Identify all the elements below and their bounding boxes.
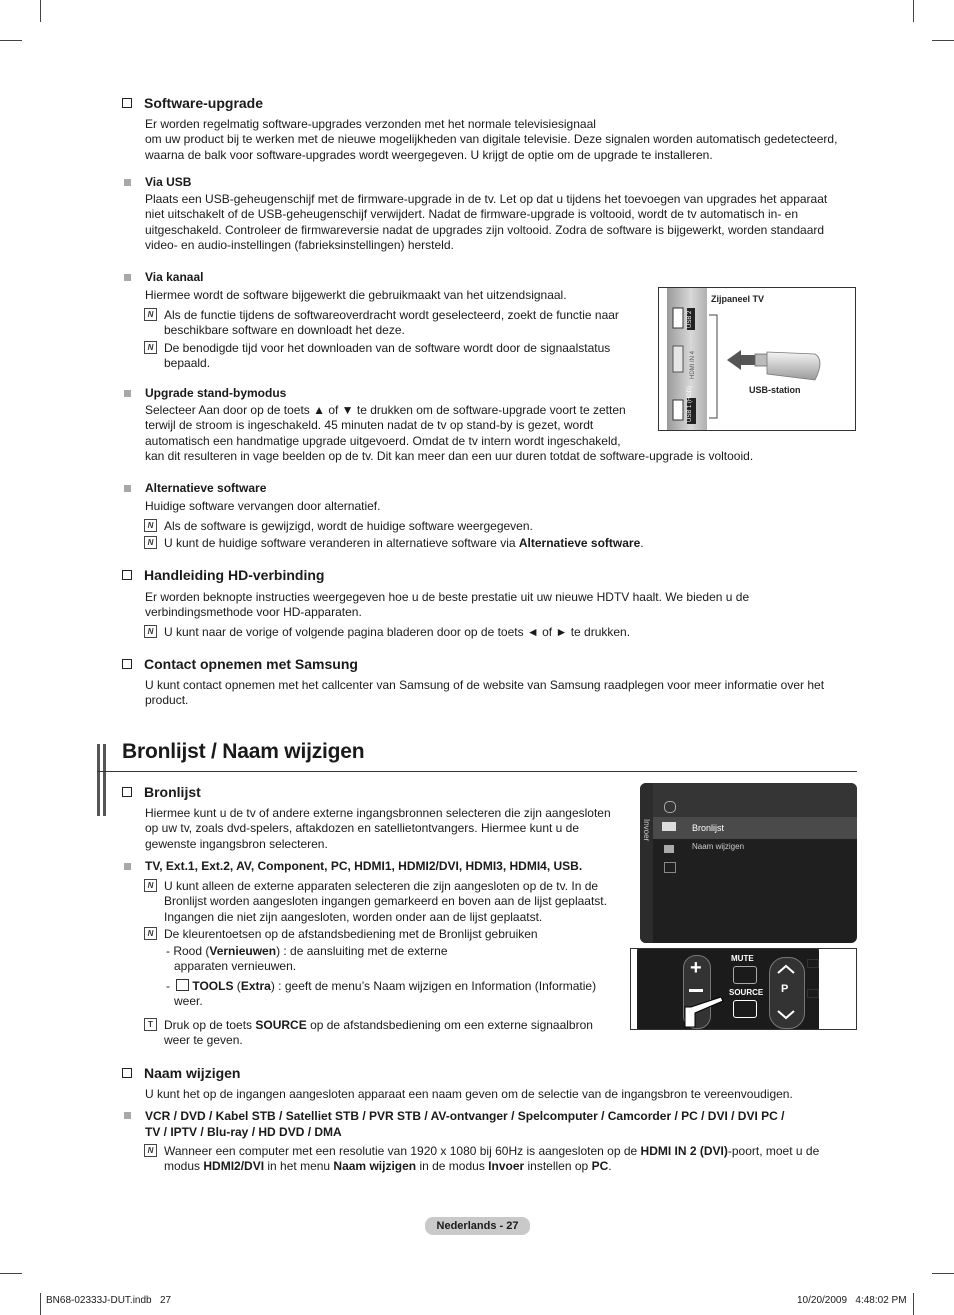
note-icon: N (144, 927, 157, 940)
section-bar (97, 744, 100, 816)
crop-mark (40, 1293, 41, 1315)
mute-button[interactable]: MUTE (731, 954, 754, 963)
bullet-square-icon (124, 863, 131, 870)
naam-wijzigen-note: N Wanneer een computer met een resolutie van 1920 x 1080 bij 60Hz is aangesloten op de HDMI IN 2 (DVI)-poort, moet u de modus HDMI2/DVI in het menu Naam wijzigen in de modus Invoer instellen op PC. (164, 1144, 819, 1175)
via-kanaal-title: Via kanaal (145, 270, 204, 284)
alternative-text: Huidige software vervangen door alternatief. (145, 499, 381, 513)
checkbox-icon (122, 98, 132, 108)
bronlijst-tools-line: - TOOLS (Extra) : geeft de menu’s Naam wijzigen en Information (Informatie) (166, 979, 597, 993)
bullet-square-icon (124, 274, 131, 281)
pointer-arrow-icon (681, 989, 741, 1029)
gear-icon (664, 801, 676, 813)
app-icon (664, 845, 674, 853)
standby-text: Selecteer Aan door op de toets ▲ of ▼ te drukken om de software-upgrade voort te zetten terwijl de stroom is ingeschakeld. 45 minuten nadat de tv op stand-by is gezet, wordt automatisch een handmatige upgrade uitgevoerd. Omdat de tv intern wordt ingeschakeld, kan dit resulteren in vage beelden op de tv. Dit kan meer dan een uur duren totdat de software-upgrade is voltooid. (145, 403, 754, 463)
bronlijst-heading: Bronlijst (122, 784, 201, 800)
mute-icon (733, 966, 757, 984)
port-label: USB 2 (687, 310, 693, 328)
panel-label: Zijpaneel TV (711, 294, 765, 304)
tv-menu-figure (640, 783, 857, 943)
checkbox-icon (122, 570, 132, 580)
menu-header (653, 783, 857, 817)
bronlijst-tools-line-2: weer. (174, 994, 203, 1008)
hd-connection-heading: Handleiding HD-verbinding (122, 567, 324, 583)
section-title: Bronlijst / Naam wijzigen (122, 740, 365, 763)
bullet-square-icon (124, 179, 131, 186)
bronlijst-note-3: T Druk op de toets SOURCE op de afstandsbediening om een externe signaalbron weer te geven. (164, 1018, 593, 1049)
channel-arrows (771, 957, 801, 1027)
checkbox-icon (122, 787, 132, 797)
menu-side-strip (640, 783, 653, 943)
bronlijst-note-1: N U kunt alleen de externe apparaten selecteren die zijn aangesloten op de tv. In de Bronlijst worden aangesloten ingangen gemarkeerd en boven aan de lijst geplaatst. Ingangen die niet zijn aangesloten, worden onder aan de lijst geplaatst. (164, 879, 607, 925)
software-upgrade-intro: Er worden regelmatig software-upgrades verzonden met het normale televisiesignaal om uw product bij te werken met de nieuwe mogelijkheden van digitale televisie. Deze signalen worden automatisch gedetecteerd, waarna de balk voor software-upgrades wordt weergegeven. U krijgt de optie om de upgrade te installeren. (145, 117, 838, 162)
bronlijst-note-2: N De kleurentoetsen op de afstandsbediening met de Bronlijst gebruiken (164, 927, 538, 942)
via-usb-text: Plaats een USB-geheugenschijf met de firmware-upgrade in de tv. Let op dat u tijdens het toevoegen van upgrades het apparaat niet uitschakelt of de USB-geheugenschijf verwijdert. Nadat de firmware-upgrade is voltooid, wordt de tv automatisch in- en uitgeschakeld. Controleer de firmwareversie nadat de upgrades zijn voltooid. Zodra de software is bijgewerkt, worden standaard video- en audio-instellingen (fabrieksinstellingen) hersteld. (145, 192, 828, 252)
via-kanaal-note-1: N Als de functie tijdens de softwareoverdracht wordt geselecteerd, zoekt de functie naar beschikbare software en downloadt het deze. (164, 308, 619, 339)
menu-item-naam-wijzigen[interactable]: Naam wijzigen (692, 842, 745, 851)
remote-figure (630, 948, 857, 1030)
channel-label: P (781, 983, 789, 995)
note-icon: N (144, 519, 157, 532)
note-icon: N (144, 536, 157, 549)
crop-mark (932, 1273, 954, 1274)
note-icon: N (144, 341, 157, 354)
port-label: USB 1 (HDD) (687, 385, 693, 422)
menu-selected-row (653, 817, 857, 839)
support-icon (664, 862, 676, 873)
via-kanaal-text: Hiermee wordt de software bijgewerkt die gebruikmaakt van het uitzendsignaal. (145, 288, 567, 302)
contact-text: U kunt contact opnemen met het callcenter van Samsung of de website van Samsung raadplegen voor meer informatie over het product. (145, 678, 825, 708)
menu-icon (807, 959, 819, 968)
input-icon (662, 822, 676, 831)
via-usb-title: Via USB (145, 175, 192, 189)
alternative-note-2: N U kunt de huidige software veranderen in alternatieve software via Alternatieve software. (164, 536, 644, 551)
section-bar (103, 744, 106, 816)
source-button[interactable]: SOURCE (729, 988, 764, 997)
bullet-square-icon (124, 485, 131, 492)
menu-icon (807, 989, 819, 998)
section-rule (97, 771, 857, 772)
standby-title: Upgrade stand-bymodus (145, 386, 287, 400)
bronlijst-red-line: - Rood (Vernieuwen) : de aansluiting met de externe (166, 944, 448, 958)
note-icon: N (144, 625, 157, 638)
tip-icon: T (144, 1018, 157, 1031)
note-icon: N (144, 879, 157, 892)
tools-icon (176, 979, 189, 991)
contact-heading: Contact opnemen met Samsung (122, 656, 358, 672)
bullet-square-icon (124, 390, 131, 397)
crop-mark (0, 40, 22, 41)
software-upgrade-heading: Software-upgrade (122, 95, 263, 111)
crop-mark (40, 0, 41, 22)
footer-time: 4:48:02 PM (855, 1295, 907, 1306)
page-number-badge: Nederlands - 27 (425, 1217, 530, 1235)
hd-connection-text: Er worden beknopte instructies weergegeven hoe u de beste prestatie uit uw nieuwe HDTV haalt. We bieden u de verbindingsmethode voor HD-apparaten. (145, 590, 750, 620)
footer-date: 10/20/2009 (797, 1295, 848, 1306)
alternative-note-1: N Als de software is gewijzigd, wordt de huidige software weergegeven. (164, 519, 533, 534)
footer-file: BN68-02333J-DUT.indb 27 (46, 1295, 172, 1306)
port-label: HDMI IN 4 (690, 350, 696, 379)
hd-connection-note: N U kunt naar de vorige of volgende pagina bladeren door op de toets ◄ of ► te drukken. (164, 625, 630, 640)
menu-item-bronlijst[interactable]: Bronlijst (692, 823, 725, 833)
footer-timestamp (797, 1295, 907, 1306)
crop-mark (0, 1273, 22, 1274)
menu-side-label: Invoer (642, 819, 651, 842)
naam-wijzigen-text: U kunt het op de ingangen aangesloten apparaat een naam geven om de selectie van de ingangsbron te vereenvoudigen. (145, 1087, 793, 1101)
crop-mark (913, 0, 914, 22)
checkbox-icon (122, 659, 132, 669)
bronlijst-text: Hiermee kunt u de tv of andere externe ingangsbronnen selecteren die zijn aangesloten op uw tv, zoals dvd-spelers, aftakdozen en satellietontvangers. Hiermee kunt u de gewenste ingangsbron selecteren. (145, 806, 611, 851)
via-kanaal-note-2: N De benodigde tijd voor het downloaden van de software wordt door de signaalstatus bepaald. (164, 341, 610, 372)
naam-wijzigen-list: VCR / DVD / Kabel STB / Satelliet STB / PVR STB / AV-ontvanger / Spelcomputer / Camcorder / PC / DVI / DVI PC / TV / IPTV / Blu-ray / HD DVD / DMA (145, 1109, 785, 1139)
crop-mark (913, 1293, 914, 1315)
bronlijst-sources: TV, Ext.1, Ext.2, AV, Component, PC, HDMI1, HDMI2/DVI, HDMI3, HDMI4, USB. (145, 859, 583, 873)
checkbox-icon (122, 1068, 132, 1078)
naam-wijzigen-heading: Naam wijzigen (122, 1065, 240, 1081)
bronlijst-red-line-2: apparaten vernieuwen. (174, 959, 297, 973)
station-label: USB-station (749, 385, 801, 395)
alternative-title: Alternatieve software (145, 481, 267, 495)
note-icon: N (144, 308, 157, 321)
crop-mark (932, 40, 954, 41)
bullet-square-icon (124, 1112, 131, 1119)
note-icon: N (144, 1144, 157, 1157)
plus-icon: + (690, 957, 702, 979)
